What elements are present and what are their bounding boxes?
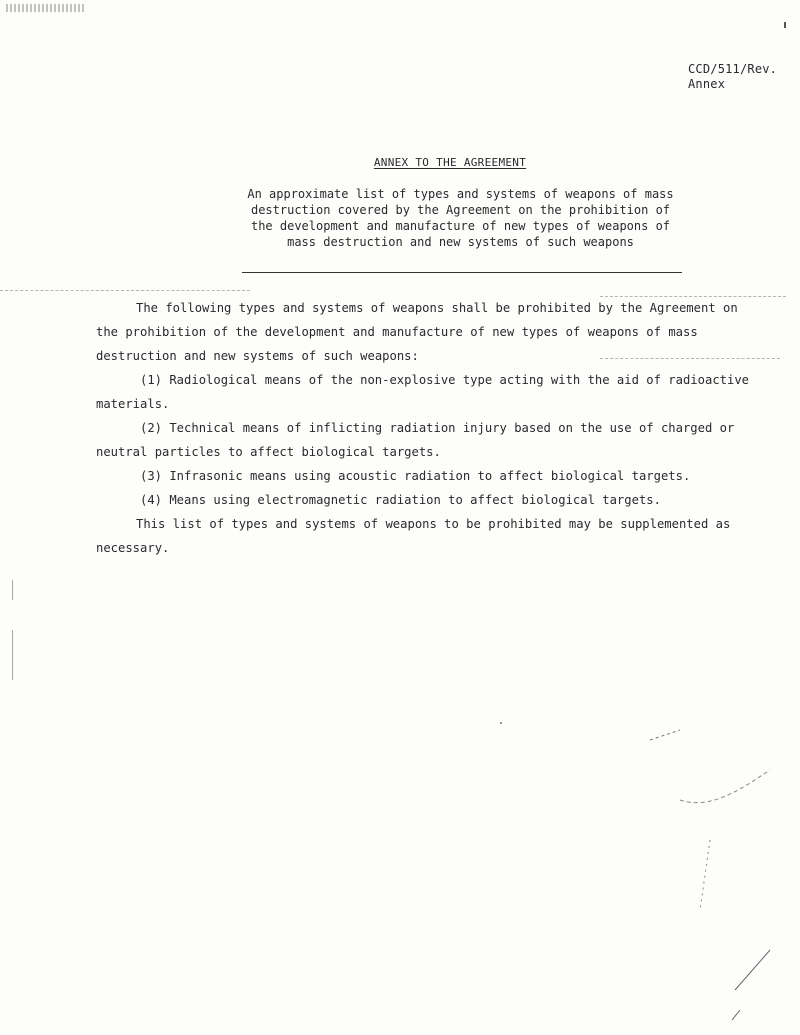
list-item-1: (1) Radiological means of the non-explosive type acting with the aid of radioactive materials. (96, 373, 750, 411)
list-item-2: (2) Technical means of inflicting radiation injury based on the use of charged or neutral particles to affect biological targets. (96, 421, 735, 459)
scan-smudge (640, 720, 790, 1030)
annex-body (96, 296, 766, 560)
closing-paragraph: This list of types and systems of weapons to be prohibited may be supplemented as necessary. (96, 517, 731, 555)
annex-subtitle: An approximate list of types and systems of weapons of mass destruction covered by the Agreement on the prohibition of the development and manufacture of new types of weapons of mass destruction and new systems of such weapons (247, 187, 674, 249)
intro-paragraph: The following types and systems of weapons shall be prohibited by the Agreement on the prohibition of the development and manufacture of new types of weapons of mass destruction and new systems of such weapons: (96, 301, 738, 363)
annex-label: Annex (688, 77, 726, 91)
scan-speck (784, 22, 786, 28)
scan-artifact (6, 4, 84, 12)
scan-speck (12, 580, 13, 600)
list-item-3: (3) Infrasonic means using acoustic radiation to affect biological targets. (140, 469, 691, 483)
annex-title: ANNEX TO THE AGREEMENT (373, 156, 527, 169)
subtitle-underline (242, 272, 682, 273)
scan-speck (500, 722, 502, 724)
document-reference (688, 62, 777, 92)
list-item-4: (4) Means using electromagnetic radiation to affect biological targets. (140, 493, 661, 507)
scan-line (0, 290, 250, 291)
reference-code: CCD/511/Rev. (688, 62, 778, 76)
scan-speck (12, 630, 13, 680)
